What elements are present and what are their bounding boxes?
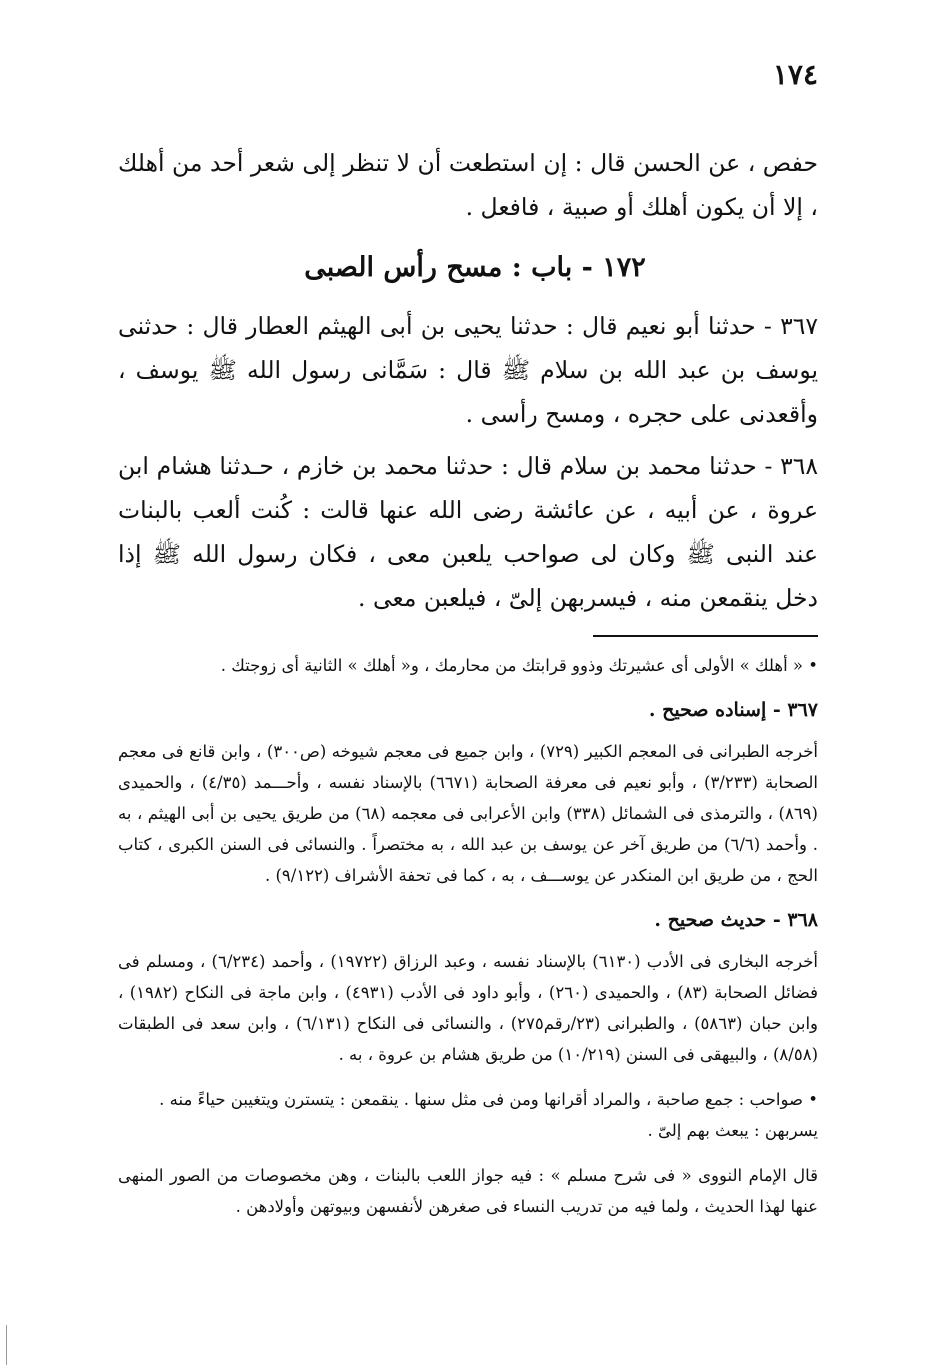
gloss-ahlak: • « أهلك » الأولى أى عشيرتك وذوو قرابتك من محارمك ، و« أهلك » الثانية أى زوجتك . bbox=[220, 656, 818, 675]
hadith-368-text: ٣٦٨ - حدثنا محمد بن سلام قال : حدثنا محمد بن خازم ، حـدثنا هشام ابن عروة ، عن أبيه ، عن عائشة رضى الله عنها قالت : كُنت ألعب بالبنات عند النبى ﷺ وكان لى صواحب يلعبن معى ، فكان رسول الله ﷺ إذا دخل ينقمعن منه ، فيسربهن إلىّ ، فيلعبن معى . bbox=[118, 452, 818, 612]
nawawi-comment: قال الإمام النووى « فى شرح مسلم » : فيه جواز اللعب بالبنات ، وهن مخصوصات من الصور المنهى عنها لهذا الحديث ، ولما فيه من تدريب النساء فى صغرهن لأنفسهن وبيوتهن وأولادهن . bbox=[118, 1166, 818, 1216]
takhrij-368: أخرجه البخارى فى الأدب (٦١٣٠) بالإسناد نفسه ، وعبد الرزاق (١٩٧٢٢) ، وأحمد (٦/٢٣٤) ، ومسلم فى فضائل الصحابة (٨٣) ، والحميدى (٢٦٠) ، وأبو داود فى الأدب (٤٩٣١) ، وابن ماجة فى النكاح (١٩٨٢) ، وابن حبان (٥٨٦٣) ، والطبرانى (٢٣/رقم٢٧٥) ، والنسائى فى النكاح (٦/١٣١) ، وابن سعد فى الطبقات (٨/٥٨) ، والبيهقى فى السنن (١٠/٢١٩) من طريق هشام بن عروة ، به . bbox=[118, 952, 819, 1064]
hadith-368 bbox=[118, 444, 818, 628]
takhrij-367: أخرجه الطبرانى فى المعجم الكبير (٧٢٩) ، وابن جميع فى معجم شيوخه (ص٣٠٠) ، وابن قانع فى معجم الصحابة (٣/٢٣٣) ، وأبو نعيم فى معرفة الصحابة (٦٦٧١) بالإسناد نفسه ، وأحـــمد (٤/٣٥) ، والحميدى (٨٦٩) ، والترمذى فى الشمائل (٣٣٨) وابن الأعرابى فى معجمه (٦٨) من طريق يحيى بن أبى الهيثم ، به . وأحمد (٦/٦) من طريق آخر عن يوسف بن عبد الله ، به مختصراً . والنسائى فى السنن الكبرى ، كتاب الحج ، من طريق ابن المنكدر عن يوســـف ، به ، كما فى تحفة الأشراف (٩/١٢٢) . bbox=[118, 742, 818, 885]
footnote-divider bbox=[593, 635, 818, 637]
grade-368: ٣٦٨ - حديث صحيح . bbox=[654, 909, 818, 931]
gloss-sawahib: • صواحب : جمع صاحبة ، والمراد أقرانها ومن فى مثل سنها . ينقمعن : يتسترن ويتغيبن حياءً منه . bbox=[159, 1090, 818, 1109]
chapter-heading: ١٧٢ - باب : مسح رأس الصبى bbox=[304, 252, 646, 283]
grade-367: ٣٦٧ - إسناده صحيح . bbox=[648, 699, 818, 721]
page-edge-mark bbox=[6, 1325, 7, 1365]
page-number: ١٧٤ bbox=[772, 58, 818, 91]
opening-paragraph-text: حفص ، عن الحسن قال : إن استطعت أن لا تنظر إلى شعر أحد من أهلك ، إلا أن يكون أهلك أو صبية ، فافعل . bbox=[118, 149, 818, 221]
hadith-367-text: ٣٦٧ - حدثنا أبو نعيم قال : حدثنا يحيى بن أبى الهيثم العطار قال : حدثنى يوسف بن عبد الله بن سلام ﷺ قال : سَمَّانى رسول الله ﷺ يوسف ، وأقعدنى على حجره ، ومسح رأسى . bbox=[118, 312, 818, 428]
hadith-367 bbox=[118, 304, 818, 444]
opening-paragraph bbox=[118, 141, 818, 237]
footnotes bbox=[118, 650, 818, 1222]
gloss-yusrib: يسربهن : يبعث بهم إلىّ . bbox=[647, 1121, 818, 1140]
